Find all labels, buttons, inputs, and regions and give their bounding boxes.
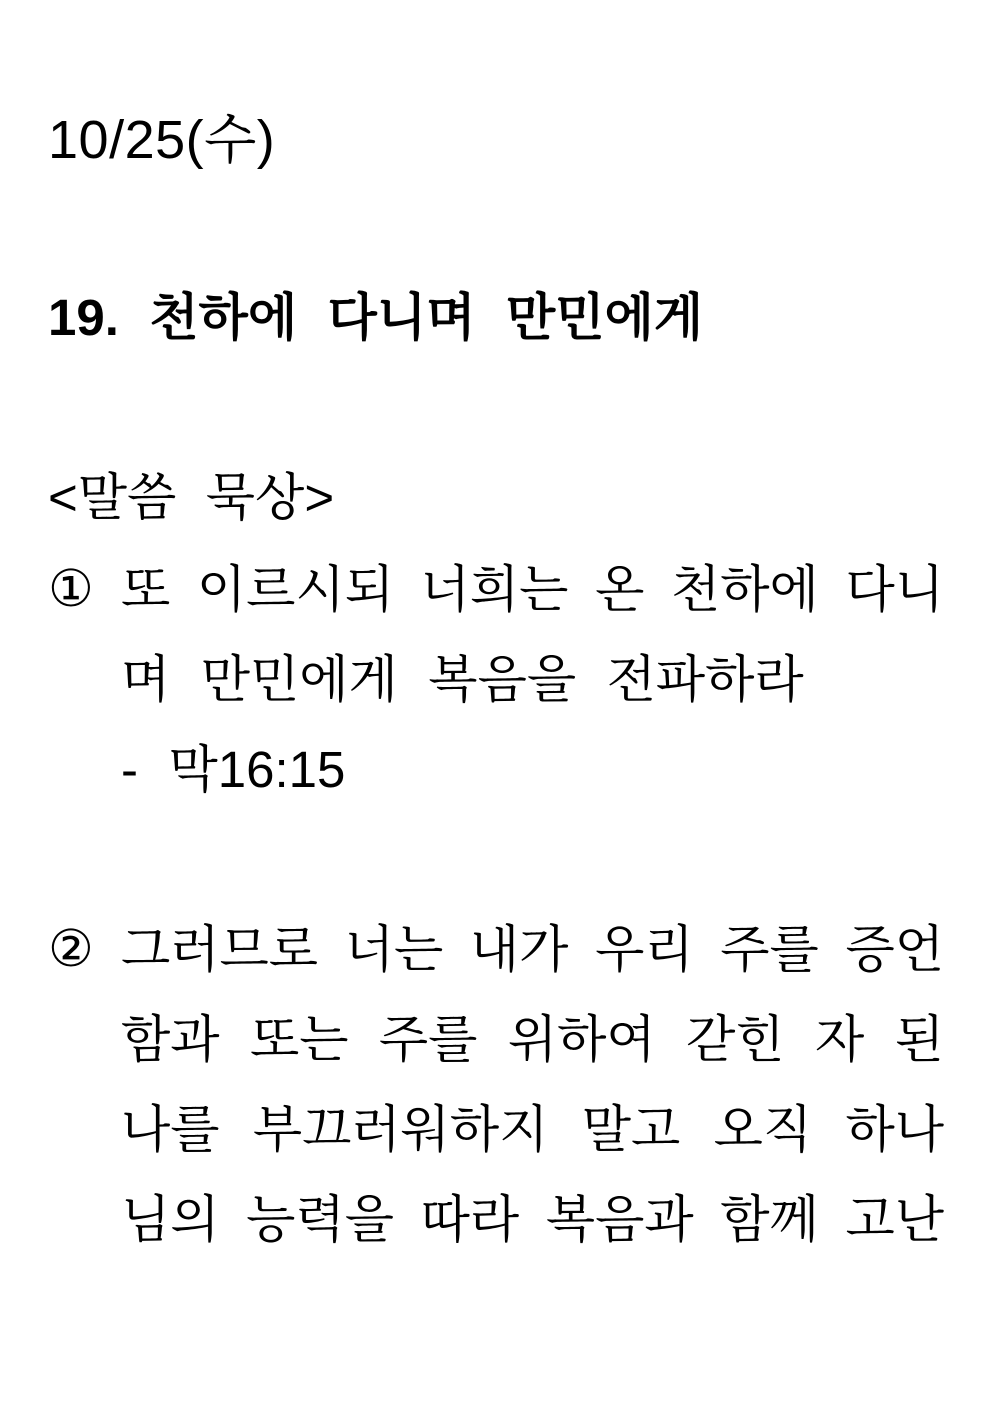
section-label: <말씀 묵상> xyxy=(48,469,335,526)
page-title: 19. 천하에 다니며 만민에게 xyxy=(48,289,704,346)
verse-line: 또 이르시되 너희는 온 천하에 다니 xyxy=(121,561,944,618)
circled-number-2: ② xyxy=(48,920,94,979)
circled-number-1: ① xyxy=(48,560,94,619)
date-label: 10/25(수) xyxy=(48,110,276,170)
verse-line: 함과 또는 주를 위하여 갇힌 자 된 xyxy=(121,1011,944,1068)
meditation-item-1 xyxy=(48,545,944,815)
verse-line: 님의 능력을 따라 복음과 함께 고난 xyxy=(121,1191,944,1248)
meditation-item-2 xyxy=(48,905,944,1265)
scripture-reference: - 막16:15 xyxy=(121,741,346,798)
verse-line: 며 만민에게 복음을 전파하라 xyxy=(121,651,804,708)
verse-line: 나를 부끄러워하지 말고 오직 하나 xyxy=(121,1101,944,1158)
verse-line: 그러므로 너는 내가 우리 주를 증언 xyxy=(121,921,944,978)
